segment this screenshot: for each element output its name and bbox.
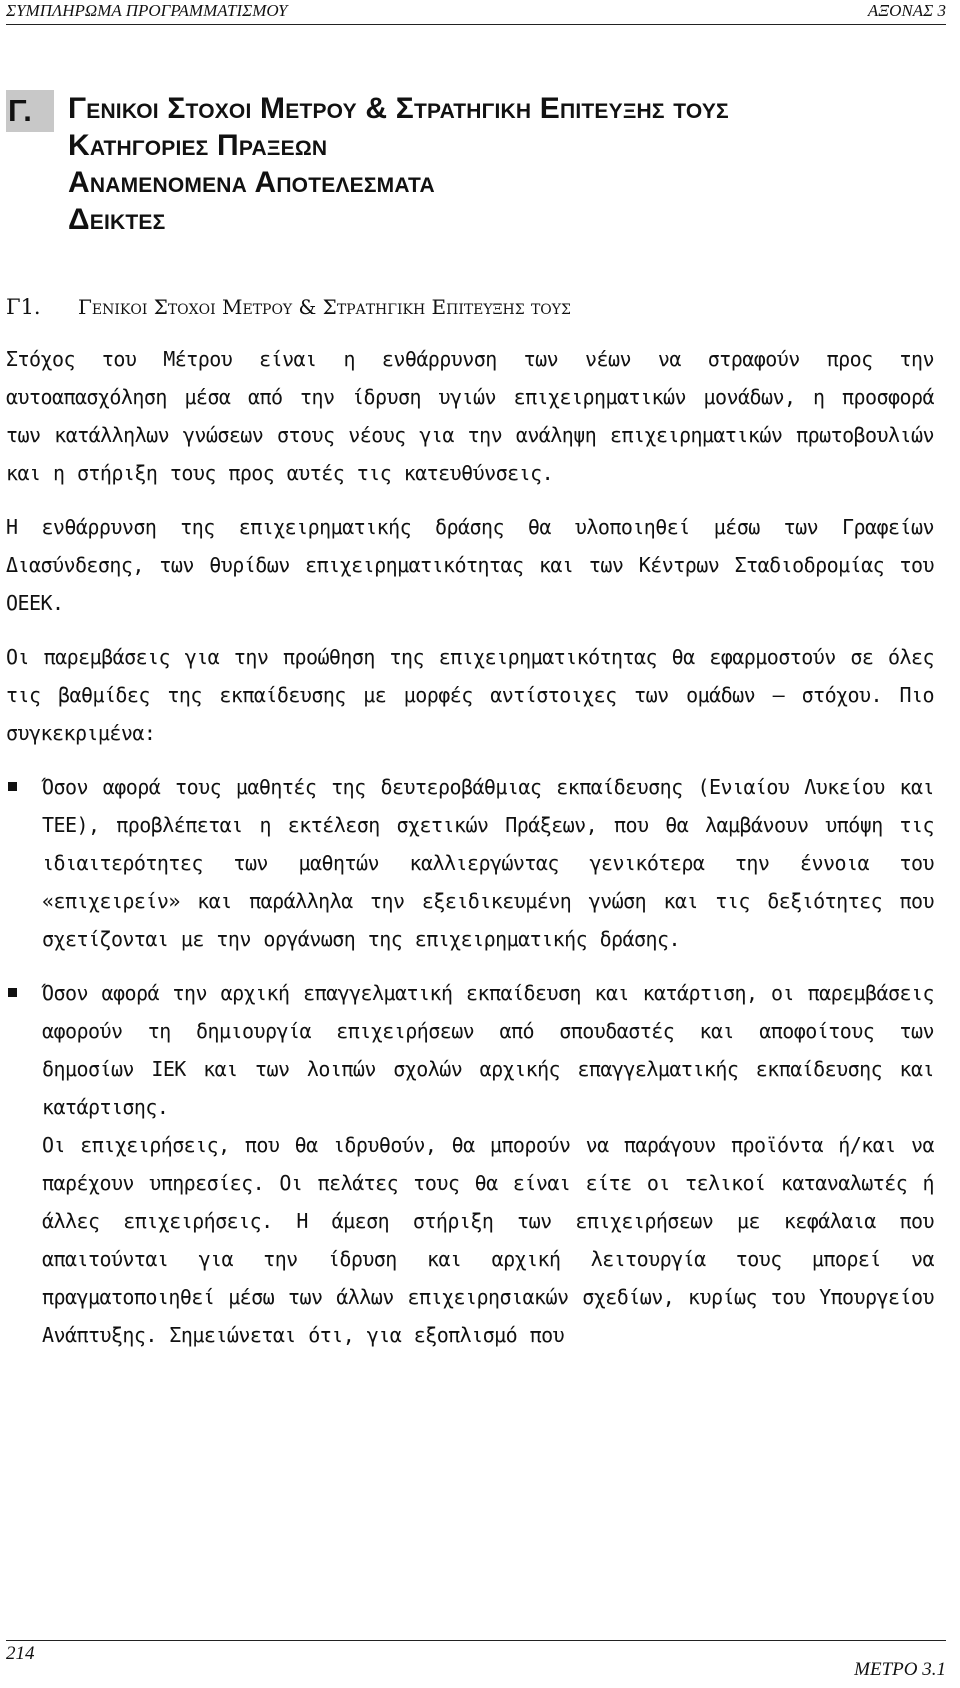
paragraph: Οι παρεμβάσεις για την προώθηση της επιχειρηματικότητας θα εφαρμοστούν σε όλες τις βαθμίδες της εκπαίδευσης με μορφές αντίστοιχες των ομάδων – στόχου. Πιο συγκεκριμένα: [6,645,934,745]
section-heading [6,294,936,320]
chapter-line: Κατηγοριες Πραξεων [68,129,328,162]
chapter-line: Δεικτες [68,203,166,236]
bullet-paragraph: Όσον αφορά τους μαθητές της δευτεροβάθμιας εκπαίδευσης (Ενιαίου Λυκείου και ΤΕΕ), προβλέπεται η εκτέλεση σχετικών Πράξεων, που θα λαμβάνουν υπόψη τις ιδιαιτερότητες των μαθητών καλλιεργώντας γενικότερα την έννοια του «επιχειρείν» και παράλληλα την εξειδικευμένη γνώση και τις δεξιότητες που σχετίζονται με την οργάνωση της επιχειρηματικής δράσης. [42,775,934,951]
chapter-lines [68,90,729,238]
running-header [6,0,946,25]
bullet-item [6,974,934,1354]
bullet-item [6,768,934,958]
chapter-letter: Γ. [6,90,54,132]
page-number: 214 [6,1643,35,1664]
bullet-paragraph: Όσον αφορά την αρχική επαγγελματική εκπαίδευση και κατάρτιση, οι παρεμβάσεις αφορούν τη δημιουργία επιχειρήσεων από σπουδαστές και αποφοίτους των δημοσίων ΙΕΚ και των λοιπών σχολών αρχικής επαγγελματικής εκπαίδευσης και κατάρτισης. [42,981,934,1119]
chapter-line: Γενικοι Στοχοι Μετρου & Στρατηγικη Επιτευξης τους [68,92,729,125]
section-title: Γενικοι Στοχοι Μετρου & Στρατηγικη Επιτευξης τους [78,295,571,319]
chapter-line: Αναμενομενα Αποτελεσματα [68,166,435,199]
header-left-text: ΣΥΜΠΛΗΡΩΜΑ ΠΡΟΓΡΑΜΜΑΤΙΣΜΟΥ [6,1,288,20]
paragraph: Η ενθάρρυνση της επιχειρηματικής δράσης θα υλοποιηθεί μέσω των Γραφείων Διασύνδεσης, των θυρίδων επιχειρηματικότητας και των Κέντρων Σταδιοδρομίας του ΟΕΕΚ. [6,515,934,615]
square-bullet-icon [8,988,17,997]
paragraph: Στόχος του Μέτρου είναι η ενθάρρυνση των νέων να στραφούν προς την αυτοαπασχόληση μέσα από την ίδρυση υγιών επιχειρηματικών μονάδων, η προσφορά των κατάλληλων γνώσεων στους νέους για την ανάληψη επιχειρηματικών πρωτοβουλιών και η στήριξη τους προς αυτές τις κατευθύνσεις. [6,347,934,485]
square-bullet-icon [8,782,17,791]
body-text [6,340,934,1370]
running-footer [6,1640,946,1681]
bullet-paragraph: Οι επιχειρήσεις, που θα ιδρυθούν, θα μπορούν να παράγουν προϊόντα ή/και να παρέχουν υπηρεσίες. Οι πελάτες τους θα είναι είτε οι τελικοί καταναλωτές ή άλλες επιχειρήσεις. Η άμεση στήριξη των επιχειρήσεων με κεφάλαια που απαιτούνται για την ίδρυση και αρχική λειτουργία τους μπορεί να πραγματοποιηθεί μέσω των άλλων επιχειρησιακών σχεδίων, κυρίως του Υπουργείου Ανάπτυξης. Σημειώνεται ότι, για εξοπλισμό που [42,1133,934,1347]
section-number: Γ1. [6,295,41,319]
footer-measure: ΜΕΤΡΟ 3.1 [854,1659,946,1680]
header-right-text: ΑΞΟΝΑΣ 3 [867,1,946,20]
